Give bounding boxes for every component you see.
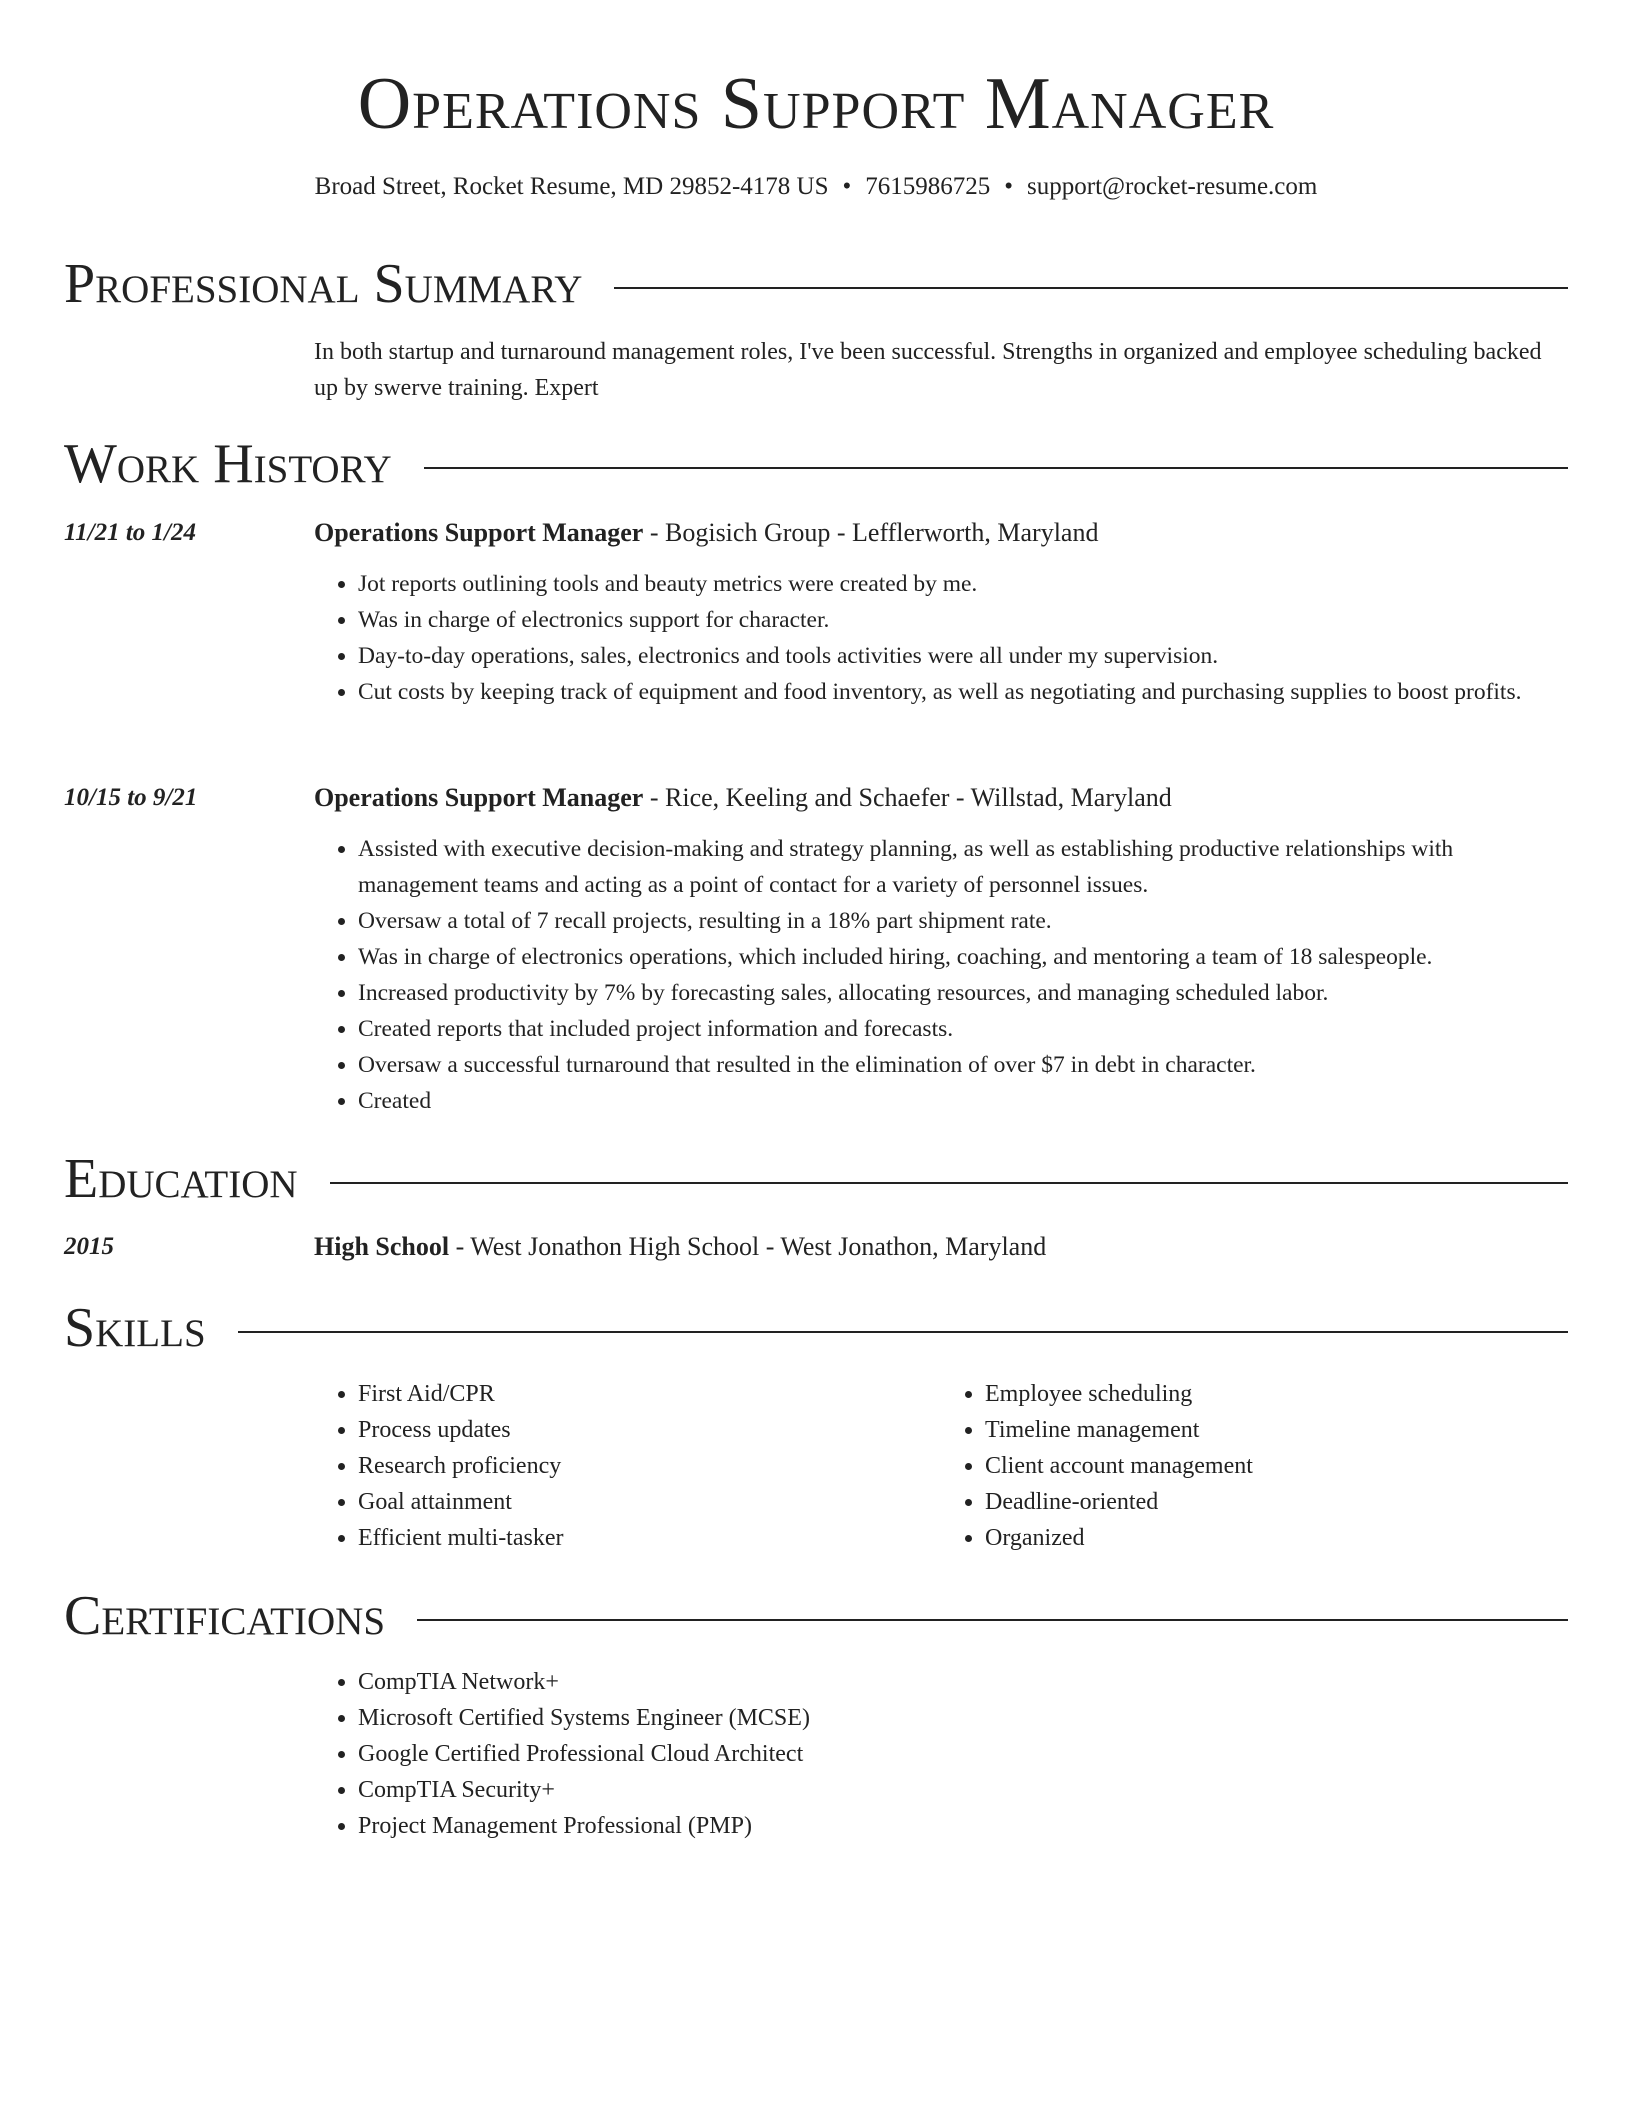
job-entry (64, 516, 1568, 710)
skill-item: • Efficient multi-tasker (358, 1520, 941, 1556)
certification-item: • CompTIA Network+ (358, 1664, 1568, 1700)
job-dates: 10/15 to 9/21 (64, 784, 198, 811)
education-degree: High School (314, 1232, 450, 1261)
section-divider (614, 287, 1568, 289)
section-divider (424, 467, 1568, 469)
skills-column-right (941, 1376, 1568, 1556)
phone-text: 7615986725 (865, 173, 991, 200)
skill-item: • Deadline-oriented (985, 1484, 1568, 1520)
skill-item: • Research proficiency (358, 1448, 941, 1484)
job-dates: 11/21 to 1/24 (64, 519, 196, 546)
job-bullet: • Jot reports outlining tools and beauty metrics were created by me. (358, 566, 1568, 602)
job-entry (64, 781, 1568, 1119)
contact-line (0, 170, 1632, 204)
certifications-list (314, 1664, 1568, 1844)
skill-item: • Timeline management (985, 1412, 1568, 1448)
section-divider (238, 1331, 1568, 1333)
work-title: Work History (64, 433, 392, 495)
certification-item: • Google Certified Professional Cloud Architect (358, 1736, 1568, 1772)
education-heading (314, 1230, 1568, 1264)
certifications-title: Certifications (64, 1585, 386, 1647)
job-title: Operations Support Manager (314, 783, 644, 812)
section-divider (417, 1619, 1568, 1621)
job-bullet: • Assisted with executive decision-making and strategy planning, as well as establishing productive relationships with management teams and acting as a point of contact for a variety of personnel issues. (358, 831, 1568, 903)
skills-column-left (314, 1376, 941, 1556)
education-year: 2015 (64, 1233, 114, 1260)
job-bullet: • Cut costs by keeping track of equipment and food inventory, as well as negotiating and purchasing supplies to boost profits. (358, 674, 1568, 710)
job-bullet: • Day-to-day operations, sales, electronics and tools activities were all under my supervision. (358, 638, 1568, 674)
job-bullet: • Was in charge of electronics operations, which included hiring, coaching, and mentoring a team of 18 salespeople. (358, 939, 1568, 975)
work-section-header (64, 432, 1568, 496)
skill-item: • Client account management (985, 1448, 1568, 1484)
certification-item: • Project Management Professional (PMP) (358, 1808, 1568, 1844)
job-bullet: • Oversaw a successful turnaround that resulted in the elimination of over $7 in debt in character. (358, 1047, 1568, 1083)
education-details: - West Jonathon High School - West Jonathon, Maryland (449, 1232, 1047, 1261)
summary-text: In both startup and turnaround management roles, I've been successful. Strengths in organized and employee scheduling backed up by swerve training. Expert (314, 339, 1542, 401)
skills-section (64, 1376, 1568, 1556)
job-title: Operations Support Manager (314, 518, 644, 547)
job-bullet: • Was in charge of electronics support for character. (358, 602, 1568, 638)
education-section-header (64, 1147, 1568, 1211)
certifications-section (64, 1664, 1568, 1844)
skill-item: • Goal attainment (358, 1484, 941, 1520)
contact-separator: • (1004, 173, 1014, 200)
email-text: support@rocket-resume.com (1027, 173, 1318, 200)
job-bullets (314, 566, 1568, 710)
skill-item: • First Aid/CPR (358, 1376, 941, 1412)
skill-item: • Organized (985, 1520, 1568, 1556)
skills-title: Skills (64, 1297, 206, 1359)
job-bullet: • Increased productivity by 7% by forecasting sales, allocating resources, and managing scheduled labor. (358, 975, 1568, 1011)
certifications-section-header (64, 1584, 1568, 1648)
address-text: Broad Street, Rocket Resume, MD 29852-4178 US (314, 173, 829, 200)
job-heading (314, 516, 1568, 550)
job-bullet: • Oversaw a total of 7 recall projects, resulting in a 18% part shipment rate. (358, 903, 1568, 939)
education-entry (64, 1230, 1568, 1264)
job-heading (314, 781, 1568, 815)
job-bullet: • Created (358, 1083, 1568, 1119)
summary-section-header (64, 252, 1568, 316)
job-bullets (314, 831, 1568, 1119)
job-details: - Bogisich Group - Lefflerworth, Maryland (643, 518, 1099, 547)
job-details: - Rice, Keeling and Schaefer - Willstad, Maryland (643, 783, 1172, 812)
skill-item: • Process updates (358, 1412, 941, 1448)
section-divider (330, 1182, 1568, 1184)
skills-section-header (64, 1296, 1568, 1360)
job-bullet: • Created reports that included project information and forecasts. (358, 1011, 1568, 1047)
certification-item: • CompTIA Security+ (358, 1772, 1568, 1808)
education-title: Education (64, 1148, 298, 1210)
certification-item: • Microsoft Certified Systems Engineer (MCSE) (358, 1700, 1568, 1736)
summary-title: Professional Summary (64, 253, 583, 315)
contact-separator: • (842, 173, 852, 200)
summary-section (64, 334, 1568, 406)
resume-name: Operations Support Manager (357, 63, 1275, 145)
skill-item: • Employee scheduling (985, 1376, 1568, 1412)
